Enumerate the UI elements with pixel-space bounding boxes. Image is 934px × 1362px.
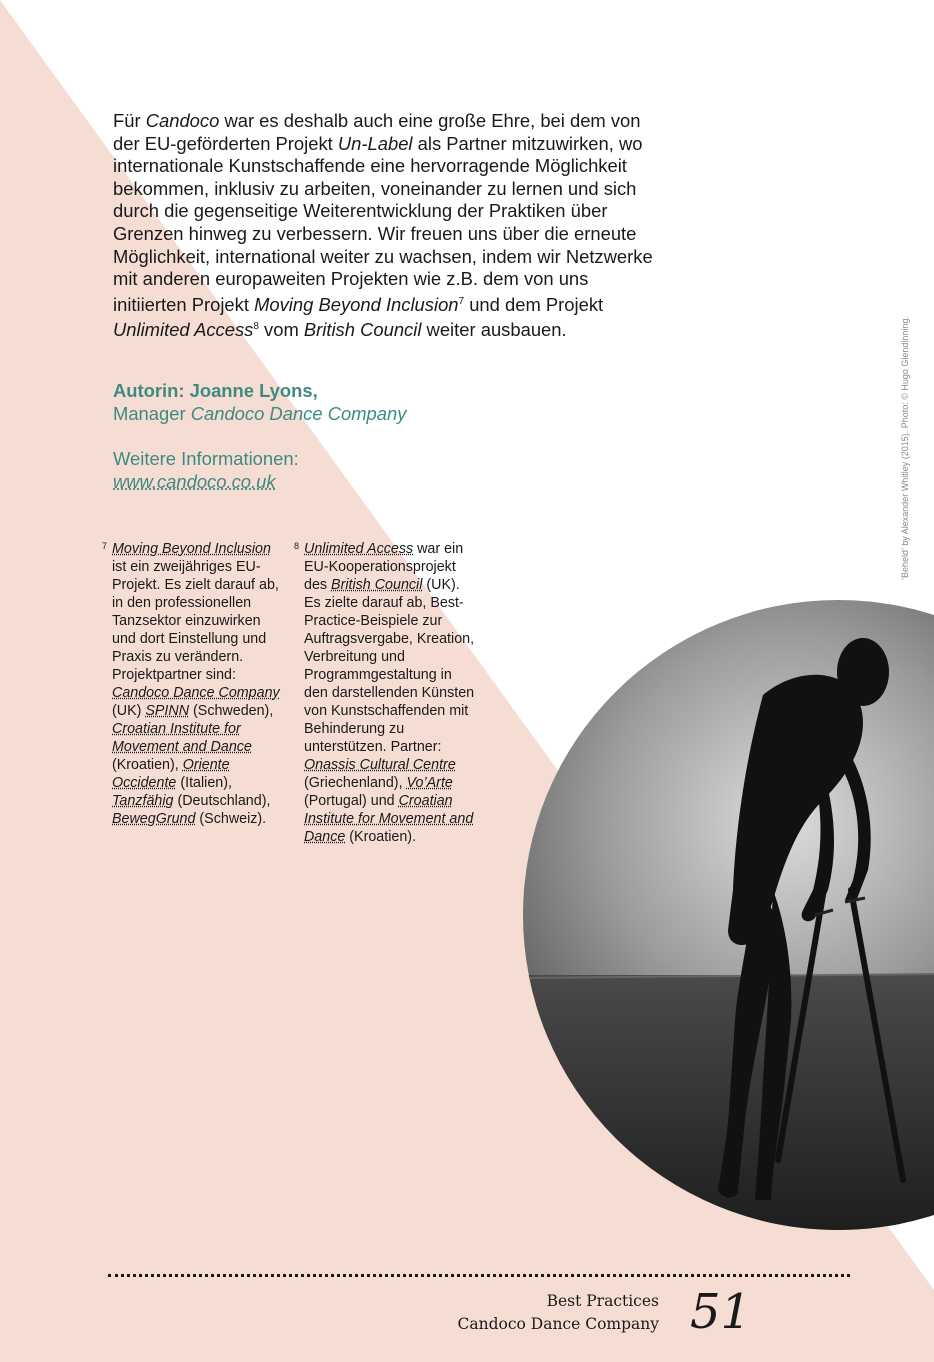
footnote-ref-7[interactable]: 7 xyxy=(458,295,465,307)
running-footer xyxy=(458,1290,660,1336)
footnote-8: 8 Unlimited Access war ein EU-Kooperationsprojekt des British Council (UK). Es zielte darauf ab, Best-Practice-Beispiele zur Auftragsvergabe, Kreation, Verbreitung und Programmgestaltung in den darstellenden Künsten von Kunstschaffenden mit Behinderung zu unterstützen. Partner: Onassis Cultural Centre (Griechenland), Vo’Arte (Portugal) und Croatian Institute for Movement and Dance (Kroatien). xyxy=(294,541,475,845)
body-paragraph: Für Candoco war es deshalb auch eine große Ehre, bei dem von der EU-geförderten Projekt Un-Label als Partner mitzuwirken, wo internationale Kunstschaffende eine hervorragende Möglichkeit bekommen, inklusiv zu arbeiten, voneinander zu lernen und sich durch die gegenseitige Weiterentwicklung der Praktiken über Grenzen hinweg zu verbessern. Wir freuen uns über die erneute Möglichkeit, international weiter zu wachsen, indem wir Netzwerke mit anderen europaweiten Projekten wie z.B. dem von uns initiierten Projekt Moving Beyond Inclusion$^7$ und dem Projekt Unlimited Access$^8$ vom British Council weiter ausbauen. xyxy=(113,110,653,341)
photo-credit: ‘Beheld’ by Alexander Whitley (2015). Photo: © Hugo Glendinning. xyxy=(900,316,910,580)
author-block xyxy=(113,379,406,425)
author-name: Autorin: Joanne Lyons, xyxy=(113,380,318,401)
author-role: Manager Candoco Dance Company xyxy=(113,403,407,424)
footer-subtitle: Candoco Dance Company xyxy=(457,1315,659,1333)
footnote-ref-8[interactable]: 8 xyxy=(253,321,259,333)
more-info-label: Weitere Informationen: xyxy=(113,448,299,469)
more-info xyxy=(113,447,299,493)
website-link[interactable]: www.candoco.co.uk xyxy=(113,471,276,492)
page-number: 51 xyxy=(690,1284,752,1340)
footer-divider xyxy=(108,1274,850,1277)
footnote-7: 7 Moving Beyond Inclusion ist ein zweijähriges EU-Projekt. Es zielt darauf ab, in den professionellen Tanzsektor einzuwirken und dort Einstellung und Praxis zu verändern. Projektpartner sind: Candoco Dance Company (UK) SPINN (Schweden), Croatian Institute for Movement and Dance (Kroatien), Oriente Occidente (Italien), Tanzfähig (Deutschland), BewegGrund (Schweiz). xyxy=(102,541,280,827)
footer-section: Best Practices xyxy=(546,1292,659,1310)
